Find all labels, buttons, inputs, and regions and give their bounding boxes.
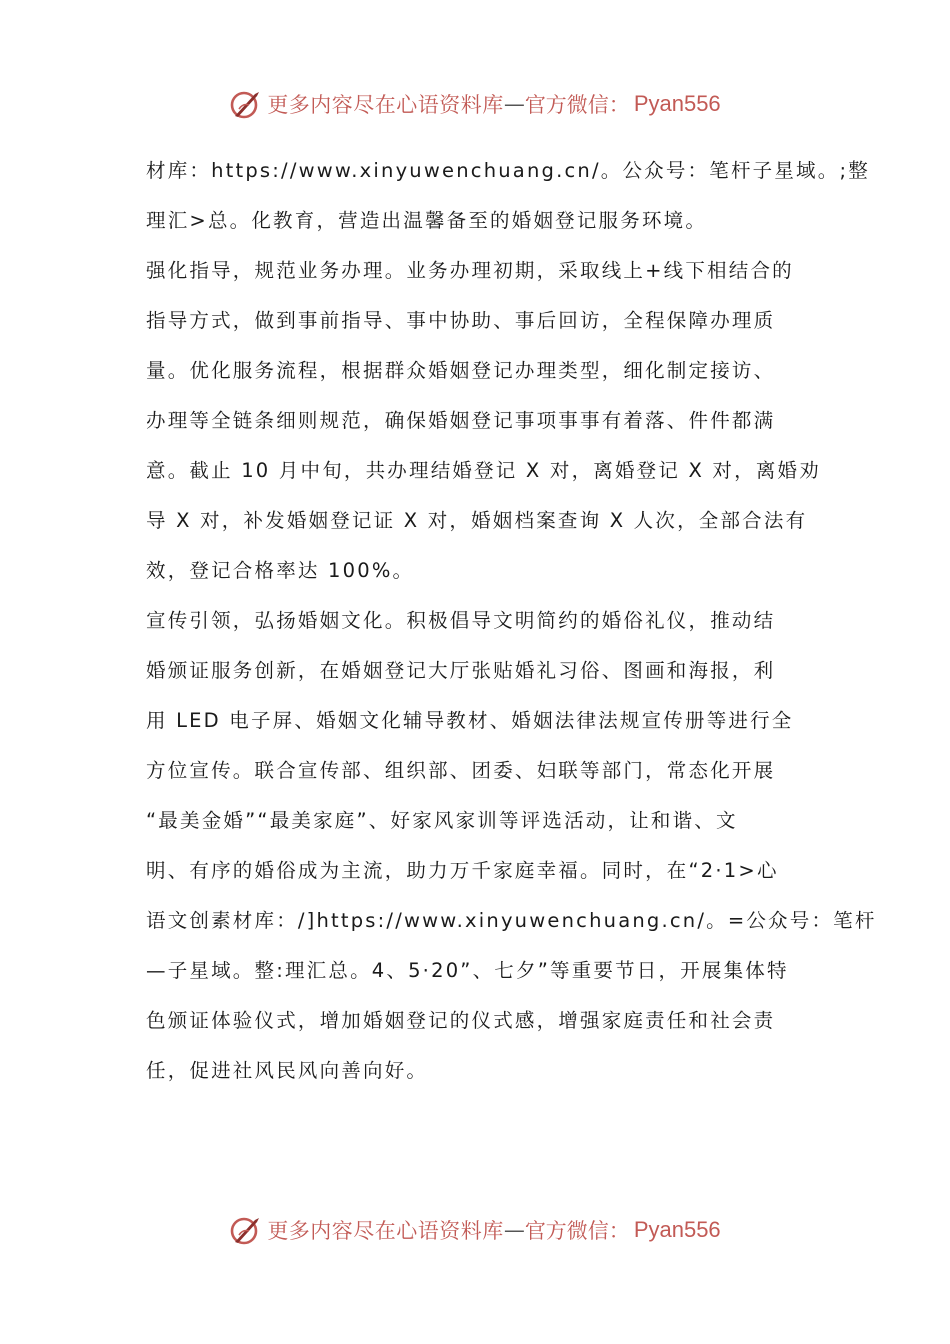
header-separator: — — [503, 92, 525, 116]
header-banner — [0, 84, 950, 124]
text-line: 明、有序的婚俗成为主流，助力万千家庭幸福。同时，在“2·1>心 — [146, 859, 779, 882]
footer-wechat-label: 官方微信： — [524, 1219, 630, 1243]
header-brand-text: 更多内容尽在心语资料库 — [267, 93, 504, 117]
pen-circle-logo-icon — [229, 1213, 263, 1247]
text-line: 效，登记合格率达 100%。 — [146, 559, 415, 582]
text-line: 理汇>总。化教育，营造出温馨备至的婚姻登记服务环境。 — [146, 209, 708, 232]
text-line: 办理等全链条细则规范，确保婚姻登记事项事事有着落、件件都满 — [146, 409, 776, 432]
paragraph-3 — [146, 596, 877, 1096]
footer-separator: — — [503, 1218, 525, 1242]
text-line: 方位宣传。联合宣传部、组织部、团委、妇联等部门，常态化开展 — [146, 759, 776, 782]
text-line: 指导方式，做到事前指导、事中协助、事后回访，全程保障办理质 — [146, 309, 776, 332]
paragraph-2 — [146, 246, 821, 596]
text-line: 任，促进社风民风向善向好。 — [146, 1059, 429, 1082]
footer-banner — [0, 1210, 950, 1250]
text-line: 导 X 对，补发婚姻登记证 X 对，婚姻档案查询 X 人次，全部合法有 — [146, 509, 808, 532]
text-line: 用 LED 电子屏、婚姻文化辅导教材、婚姻法律法规宣传册等进行全 — [146, 709, 794, 732]
document-body — [146, 146, 877, 1096]
text-line: 语文创素材库：/]https://www.xinyuwenchuang.cn/。=公众号：笔杆 — [146, 909, 877, 932]
footer-brand-text: 更多内容尽在心语资料库 — [267, 1219, 504, 1243]
pen-circle-logo-icon — [229, 87, 263, 121]
paragraph-1 — [146, 146, 870, 246]
footer-wechat-id: Pyan556 — [633, 1217, 721, 1242]
text-line: 强化指导，规范业务办理。业务办理初期，采取线上+线下相结合的 — [146, 259, 794, 282]
text-line: 材库：https://www.xinyuwenchuang.cn/。公众号：笔杆子星域。;整 — [146, 159, 870, 182]
text-line: 宣传引领，弘扬婚姻文化。积极倡导文明简约的婚俗礼仪，推动结 — [146, 609, 776, 632]
text-line: —子星域。整:理汇总。4、5·20”、七夕”等重要节日，开展集体特 — [146, 959, 789, 982]
header-wechat-label: 官方微信： — [524, 93, 630, 117]
text-line: “最美金婚”“最美家庭”、好家风家训等评选活动，让和谐、文 — [146, 809, 738, 832]
text-line: 意。截止 10 月中旬，共办理结婚登记 X 对，离婚登记 X 对，离婚劝 — [146, 459, 821, 482]
text-line: 婚颁证服务创新，在婚姻登记大厅张贴婚礼习俗、图画和海报，利 — [146, 659, 776, 682]
text-line: 量。优化服务流程，根据群众婚姻登记办理类型，细化制定接访、 — [146, 359, 776, 382]
header-wechat-id: Pyan556 — [633, 91, 721, 116]
text-line: 色颁证体验仪式，增加婚姻登记的仪式感，增强家庭责任和社会责 — [146, 1009, 776, 1032]
